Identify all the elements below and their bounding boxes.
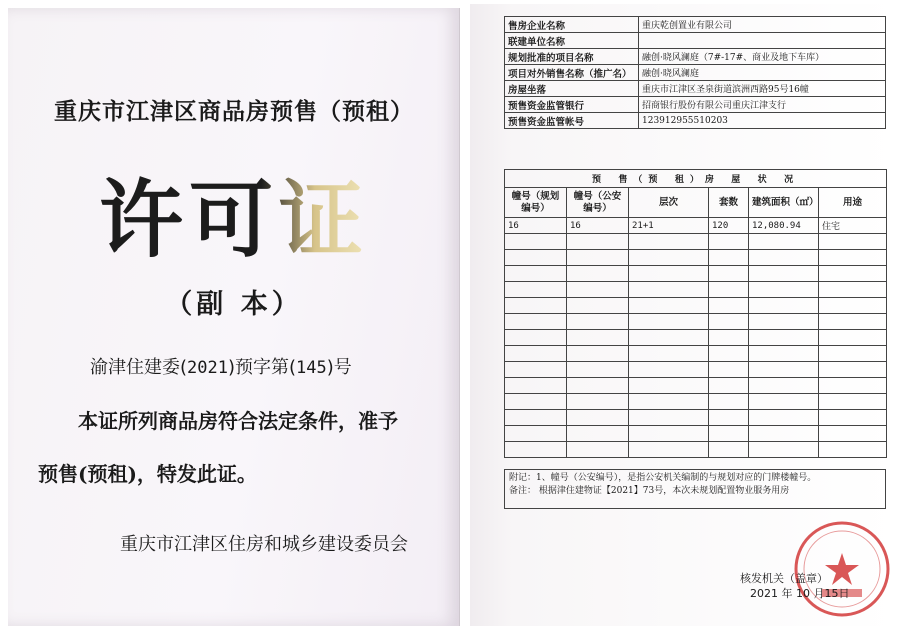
table-row: [505, 33, 886, 49]
table-cell: 12,080.94: [749, 218, 819, 234]
license-number: 渝津住建委(2021)预字第(145)号: [90, 357, 352, 378]
issuer-seal-note: （盖章）: [784, 572, 828, 585]
table-row: [505, 97, 886, 113]
column-header: 幢号（规划编号）: [505, 188, 567, 218]
number-suffix: 号: [333, 357, 352, 378]
info-value: 融创·晓风澜庭: [639, 65, 886, 81]
empty-row: [505, 330, 887, 346]
certificate-cover-page: [8, 8, 460, 626]
empty-row: [505, 378, 887, 394]
copy-label: （副 本）: [165, 289, 303, 320]
info-value: 融创·晓风澜庭（7#-17#、商业及地下车库）: [639, 49, 886, 65]
issuer-label: 核发机关: [740, 572, 784, 585]
empty-row: [505, 234, 887, 250]
info-value: 重庆乾创置业有限公司: [639, 17, 886, 33]
table-row: [505, 81, 886, 97]
notes-box: [504, 469, 886, 509]
table-cell: 120: [709, 218, 749, 234]
info-label: 联建单位名称: [505, 33, 639, 49]
info-value: 招商银行股份有限公司重庆江津支行: [639, 97, 886, 113]
info-value: 重庆市江津区圣泉街道滨洲西路95号16幢: [639, 81, 886, 97]
empty-row: [505, 250, 887, 266]
table-cell: 21+1: [629, 218, 709, 234]
empty-row: [505, 426, 887, 442]
certificate-detail-page: [470, 4, 896, 626]
license-heading: [8, 153, 460, 274]
table-row: [505, 17, 886, 33]
table-cell: 16: [505, 218, 567, 234]
issuing-authority: 重庆市江津区住房和城乡建设委员会: [120, 534, 408, 555]
number-value: 145: [296, 358, 327, 378]
column-header: 用途: [819, 188, 887, 218]
empty-row: [505, 314, 887, 330]
info-label: 项目对外销售名称（推广名）: [505, 65, 639, 81]
info-label: 预售资金监管帐号: [505, 113, 639, 129]
body-text-line2: 预售(预租)，特发此证。: [38, 462, 257, 486]
info-label: 房屋坐落: [505, 81, 639, 97]
empty-row: [505, 266, 887, 282]
remarks-line: 备注： 根据津住建物证【2021】73号，本次未规划配置物业服务用房: [509, 486, 790, 496]
number-middle: 预字第: [235, 357, 290, 378]
empty-row: [505, 362, 887, 378]
presale-housing-table: [504, 169, 887, 458]
license-heading-text: 许可证: [98, 170, 369, 269]
notes-line: 附记：1、幢号（公安编号），是指公安机关编制的与规划对应的门牌楼幢号。: [509, 473, 817, 483]
info-value: [639, 33, 886, 49]
table-cell: 住宅: [819, 218, 887, 234]
issuer-footer: [740, 570, 828, 586]
empty-row: [505, 394, 887, 410]
column-header: 建筑面积（㎡）: [749, 188, 819, 218]
body-text-line1: 本证所列商品房符合法定条件，准予: [78, 409, 398, 433]
table-row: [505, 113, 886, 129]
info-label: 售房企业名称: [505, 17, 639, 33]
project-info-table: [504, 16, 886, 129]
table-row: [505, 65, 886, 81]
column-header: 套数: [709, 188, 749, 218]
section-title: 预 售（预 租）房 屋 状 况: [505, 170, 887, 188]
column-header: 层次: [629, 188, 709, 218]
issue-date: 2021 年 10 月15日: [750, 587, 850, 600]
empty-row: [505, 282, 887, 298]
column-header: 幢号（公安编号）: [567, 188, 629, 218]
table-cell: 16: [567, 218, 629, 234]
info-label: 预售资金监管银行: [505, 97, 639, 113]
empty-row: [505, 346, 887, 362]
table-header-row: [505, 188, 887, 218]
info-label: 规划批准的项目名称: [505, 49, 639, 65]
number-year: 2021: [187, 358, 228, 378]
empty-row: [505, 410, 887, 426]
table-row: [505, 218, 887, 234]
table-row: [505, 49, 886, 65]
empty-row: [505, 298, 887, 314]
certificate-title: 重庆市江津区商品房预售（预租）: [54, 98, 414, 125]
official-seal-icon: [792, 519, 892, 619]
empty-row: [505, 442, 887, 458]
number-prefix: 渝津住建委: [90, 357, 180, 378]
info-value: 123912955510203: [639, 113, 886, 129]
